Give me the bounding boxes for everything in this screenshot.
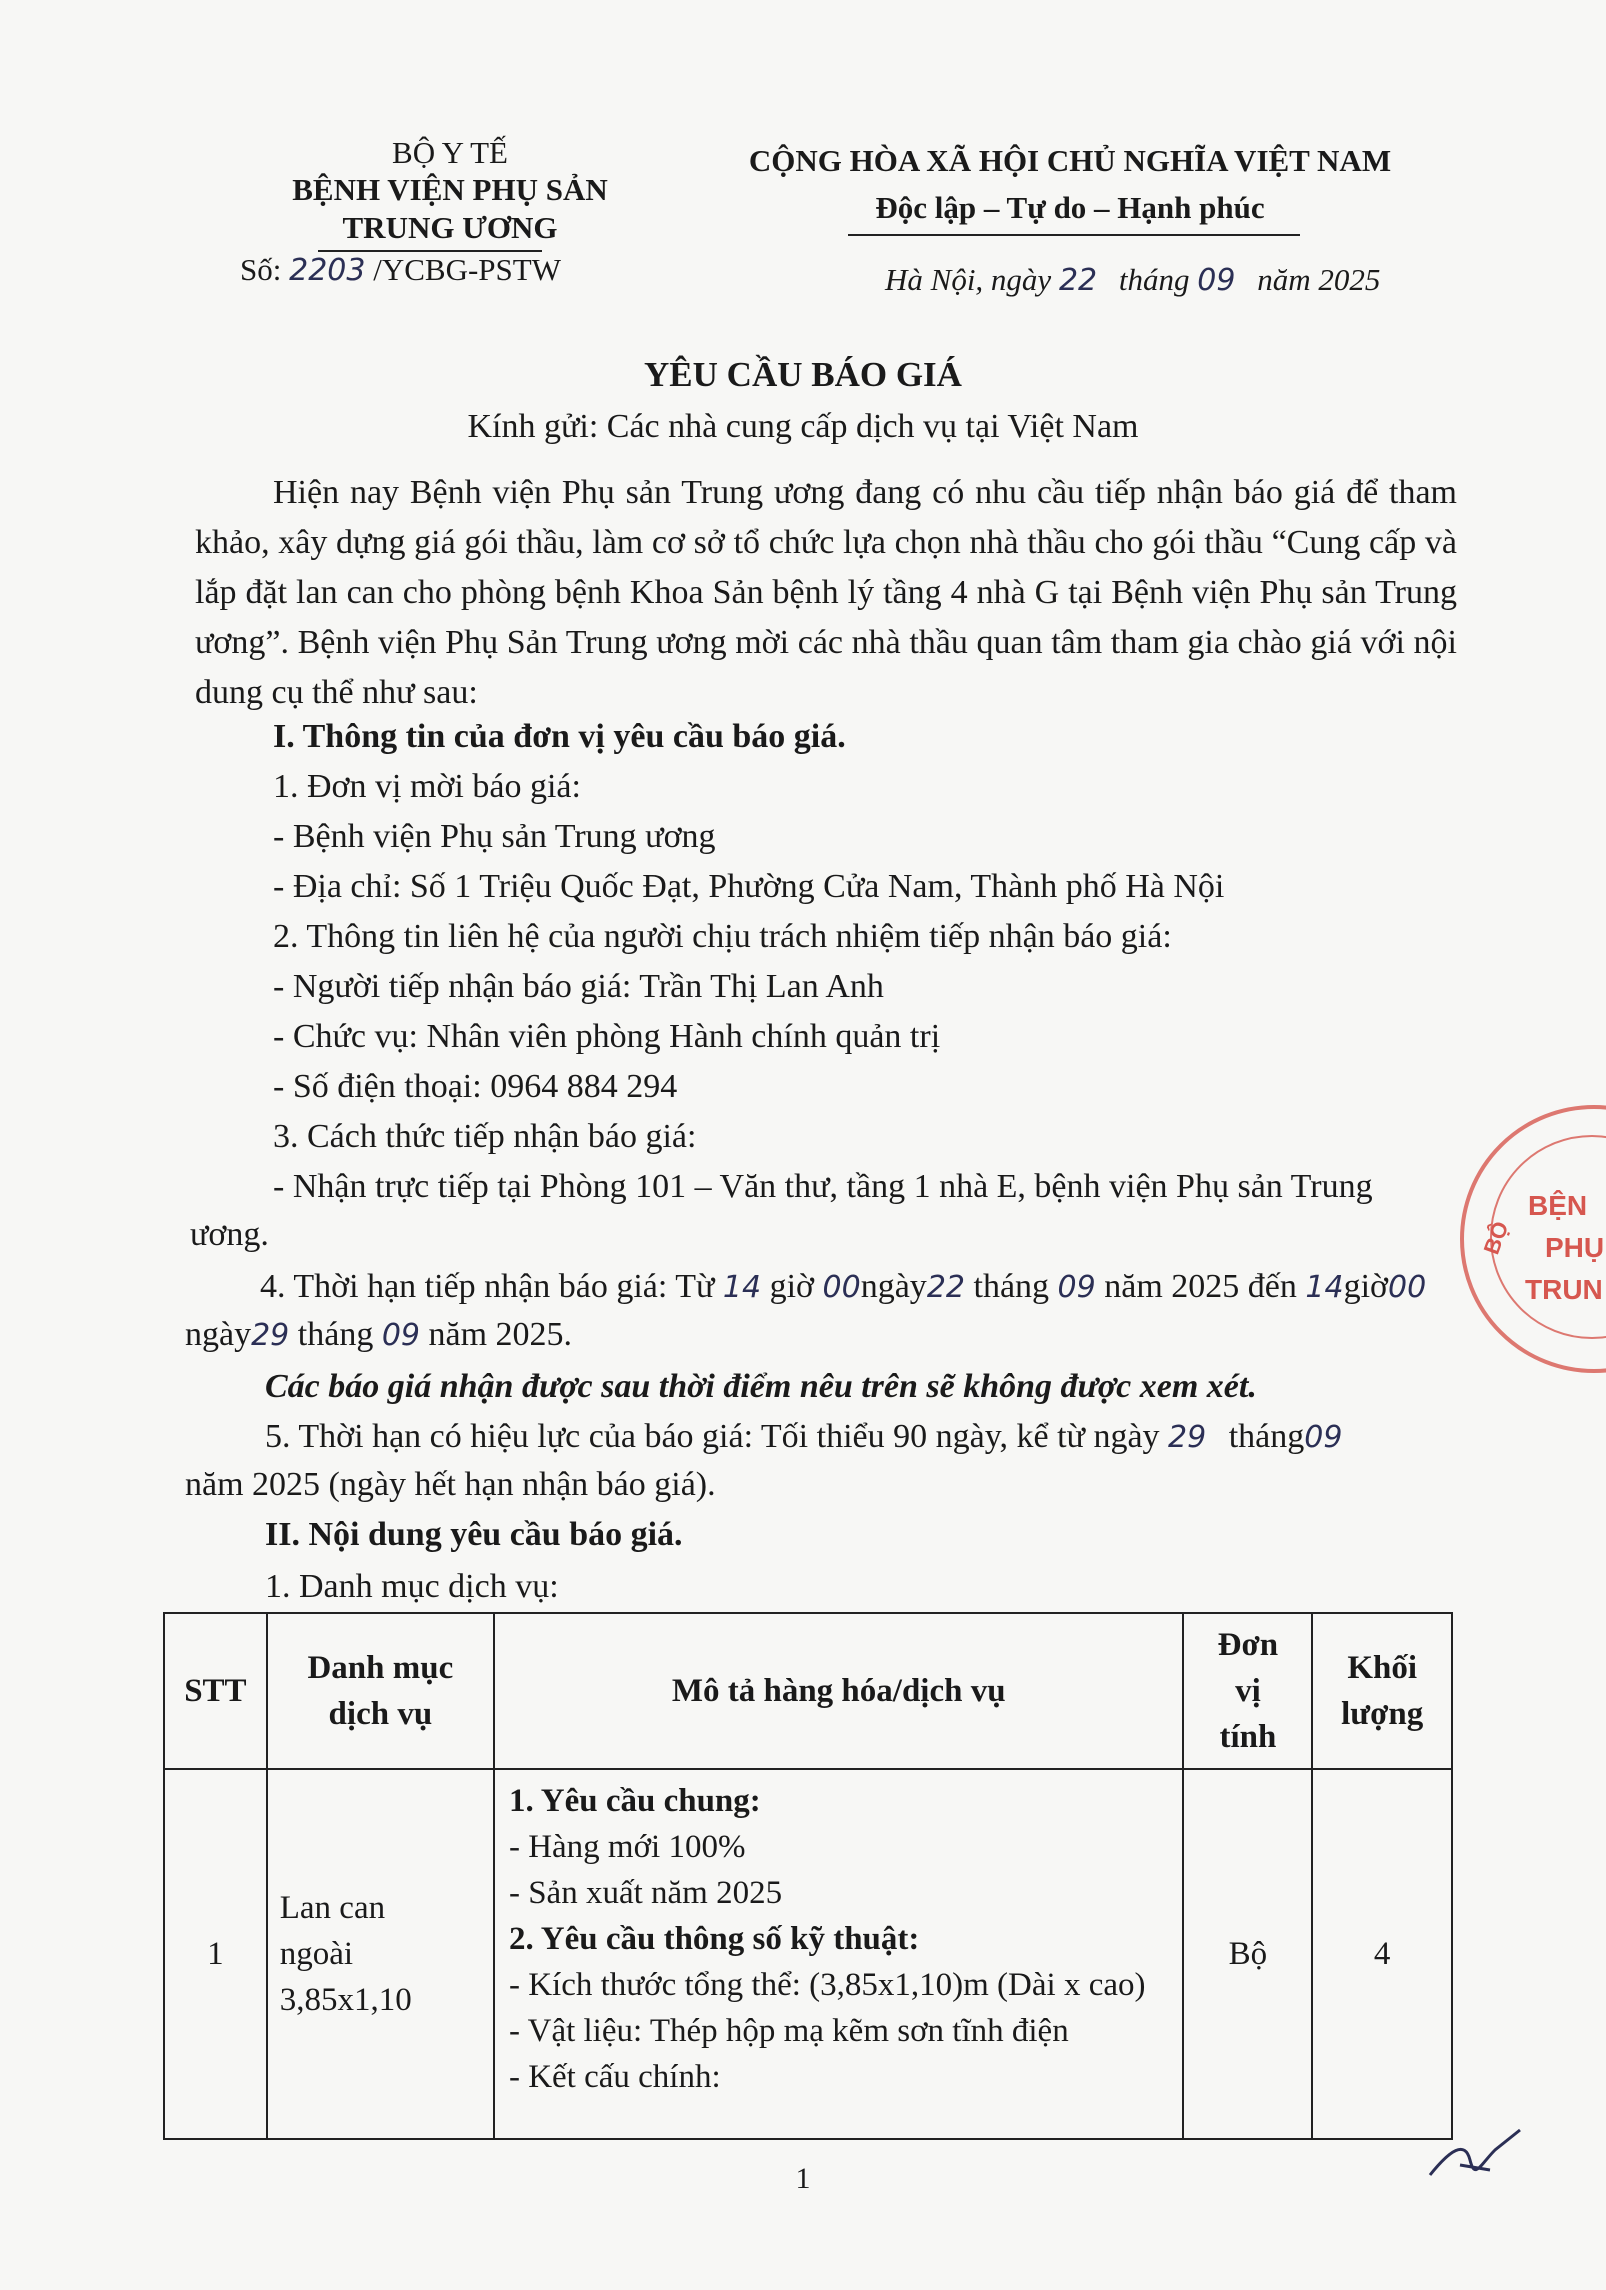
- item5-text: tháng: [1228, 1418, 1305, 1455]
- desc-line: - Kết cấu chính:: [508, 2059, 721, 2095]
- item4-text: năm 2025 đến: [1104, 1268, 1297, 1305]
- item4-text: tháng: [297, 1316, 374, 1353]
- row-category-line1: Lan can: [279, 1890, 386, 1926]
- national-motto: Độc lập – Tự do – Hạnh phúc: [875, 190, 1265, 225]
- desc-general-heading: 1. Yêu cầu chung:: [508, 1783, 761, 1819]
- header-unit: [1183, 1613, 1312, 1769]
- section1-item1: 1. Đơn vị mời báo giá:: [273, 768, 581, 805]
- header-category: [267, 1613, 494, 1769]
- row-quantity: 4: [1312, 1769, 1452, 2139]
- date-day-handwritten: 22: [1058, 263, 1098, 298]
- item4-text: tháng: [973, 1268, 1050, 1305]
- number-prefix: Số:: [240, 252, 282, 287]
- item4-minute-start: 00: [822, 1270, 861, 1305]
- stamp-text-side: BỘ: [1478, 1218, 1514, 1258]
- row-category: [267, 1769, 494, 2139]
- row-category-line3: 3,85x1,10: [279, 1982, 412, 2018]
- header-quantity-line1: Khối: [1347, 1650, 1418, 1686]
- header-category-line2: dịch vụ: [328, 1696, 433, 1732]
- header-stt: STT: [164, 1613, 267, 1769]
- initial-signature-icon: [1420, 2120, 1530, 2190]
- item4-hour-end: 14: [1305, 1270, 1344, 1305]
- date-prefix: Hà Nội, ngày: [885, 262, 1052, 297]
- stamp-text-line1: BỆN: [1528, 1190, 1588, 1221]
- date-month-label: tháng: [1118, 262, 1190, 297]
- header-unit-line1: Đơn: [1217, 1627, 1279, 1663]
- header-description: Mô tả hàng hóa/dịch vụ: [494, 1613, 1184, 1769]
- section1-item2-position: - Chức vụ: Nhân viên phòng Hành chính quản trị: [273, 1018, 941, 1055]
- item5-day: 29: [1168, 1420, 1207, 1455]
- hospital-name-line2: TRUNG ƯƠNG: [342, 210, 558, 245]
- section2-item1: 1. Danh mục dịch vụ:: [265, 1568, 559, 1605]
- ministry-name: BỘ Y TẾ: [392, 135, 508, 170]
- section1-item2: 2. Thông tin liên hệ của người chịu trách nhiệm tiếp nhận báo giá:: [273, 918, 1172, 955]
- section1-item4-cont: [185, 1316, 572, 1354]
- header-unit-line3: tính: [1219, 1719, 1277, 1755]
- row-stt: 1: [164, 1769, 267, 2139]
- item4-day-end: 29: [251, 1318, 290, 1353]
- intro-paragraph: Hiện nay Bệnh viện Phụ sản Trung ương đang có nhu cầu tiếp nhận báo giá để tham khảo, xây dựng giá gói thầu, làm cơ sở tổ chức lựa chọn nhà thầu cho gói thầu “Cung cấp và lắp đặt lan can cho phòng bệnh Khoa Sản bệnh lý tầng 4 nhà G tại Bệnh viện Phụ sản Trung ương”. Bệnh viện Phụ Sản Trung ương mời các nhà thầu quan tâm tham gia chào giá với nội dung cụ thể như sau:: [195, 474, 1457, 711]
- item4-text: giờ: [1343, 1268, 1388, 1305]
- item5-text: 5. Thời hạn có hiệu lực của báo giá: Tối thiểu 90 ngày, kể từ ngày: [265, 1418, 1160, 1455]
- late-submission-note: Các báo giá nhận được sau thời điểm nêu trên sẽ không được xem xét.: [265, 1368, 1257, 1405]
- item4-text: 4. Thời hạn tiếp nhận báo giá: Từ: [260, 1268, 715, 1305]
- number-suffix: /YCBG-PSTW: [373, 252, 561, 287]
- row-unit: Bộ: [1183, 1769, 1312, 2139]
- date-month-handwritten: 09: [1197, 263, 1236, 298]
- stamp-text-line3: TRUN: [1525, 1274, 1603, 1305]
- issue-date: [885, 262, 1380, 298]
- item4-day-start: 22: [926, 1270, 965, 1305]
- section1-item5-cont: năm 2025 (ngày hết hạn nhận báo giá).: [185, 1466, 716, 1503]
- item5-month: 09: [1304, 1420, 1343, 1455]
- page-number: 1: [795, 2162, 811, 2195]
- header-unit-line2: vị: [1235, 1673, 1261, 1709]
- section1-item2-person: - Người tiếp nhận báo giá: Trần Thị Lan Anh: [273, 968, 884, 1005]
- section1-item3-method-cont: ương.: [190, 1216, 269, 1253]
- desc-line: - Vật liệu: Thép hộp mạ kẽm sơn tĩnh điện: [508, 2013, 1069, 2049]
- desc-line: - Hàng mới 100%: [508, 1829, 746, 1865]
- header-category-line1: Danh mục: [307, 1650, 454, 1686]
- section1-item5: [265, 1418, 1342, 1456]
- service-table: [163, 1612, 1453, 2140]
- section1-item2-phone: - Số điện thoại: 0964 884 294: [273, 1068, 678, 1105]
- item4-minute-end: 00: [1388, 1270, 1427, 1305]
- item4-text: ngày: [860, 1268, 927, 1305]
- item4-hour-start: 14: [722, 1270, 762, 1305]
- section1-heading: I. Thông tin của đơn vị yêu cầu báo giá.: [273, 718, 846, 755]
- stamp-text-line2: PHỤ: [1545, 1232, 1605, 1263]
- item4-text: ngày: [185, 1316, 252, 1353]
- desc-line: - Sản xuất năm 2025: [508, 1875, 783, 1911]
- table-row: [164, 1769, 1452, 2139]
- country-name: CỘNG HÒA XÃ HỘI CHỦ NGHĨA VIỆT NAM: [748, 143, 1392, 178]
- header-quantity: [1312, 1613, 1452, 1769]
- desc-line: - Kích thước tổng thể: (3,85x1,10)m (Dài x cao): [508, 1967, 1146, 2003]
- document-title: YÊU CẦU BÁO GIÁ: [644, 355, 962, 394]
- hospital-name-line1: BỆNH VIỆN PHỤ SẢN: [292, 172, 608, 207]
- motto-underline: [848, 234, 1300, 236]
- section1-item3: 3. Cách thức tiếp nhận báo giá:: [273, 1118, 697, 1155]
- section1-item1-org: - Bệnh viện Phụ sản Trung ương: [273, 818, 716, 855]
- table-header-row: [164, 1613, 1452, 1769]
- section1-item1-address: - Địa chỉ: Số 1 Triệu Quốc Đạt, Phường Cửa Nam, Thành phố Hà Nội: [273, 868, 1225, 905]
- section2-heading: II. Nội dung yêu cầu báo giá.: [265, 1516, 683, 1553]
- item4-month-end: 09: [381, 1318, 421, 1353]
- desc-spec-heading: 2. Yêu cầu thông số kỹ thuật:: [508, 1921, 920, 1957]
- date-year-label: năm 2025: [1257, 262, 1381, 297]
- row-category-line2: ngoài: [279, 1936, 354, 1972]
- number-handwritten: 2203: [289, 253, 366, 288]
- item4-text: năm 2025.: [428, 1316, 573, 1353]
- addressee: Kính gửi: Các nhà cung cấp dịch vụ tại Việt Nam: [467, 408, 1139, 445]
- item4-month-start: 09: [1057, 1270, 1096, 1305]
- section1-item3-method: - Nhận trực tiếp tại Phòng 101 – Văn thư, tầng 1 nhà E, bệnh viện Phụ sản Trung: [273, 1168, 1373, 1205]
- header-quantity-line2: lượng: [1341, 1696, 1424, 1732]
- document-number: [240, 252, 561, 288]
- item4-text: giờ: [769, 1268, 815, 1305]
- section1-item4: [260, 1268, 1426, 1306]
- row-description: [494, 1769, 1184, 2139]
